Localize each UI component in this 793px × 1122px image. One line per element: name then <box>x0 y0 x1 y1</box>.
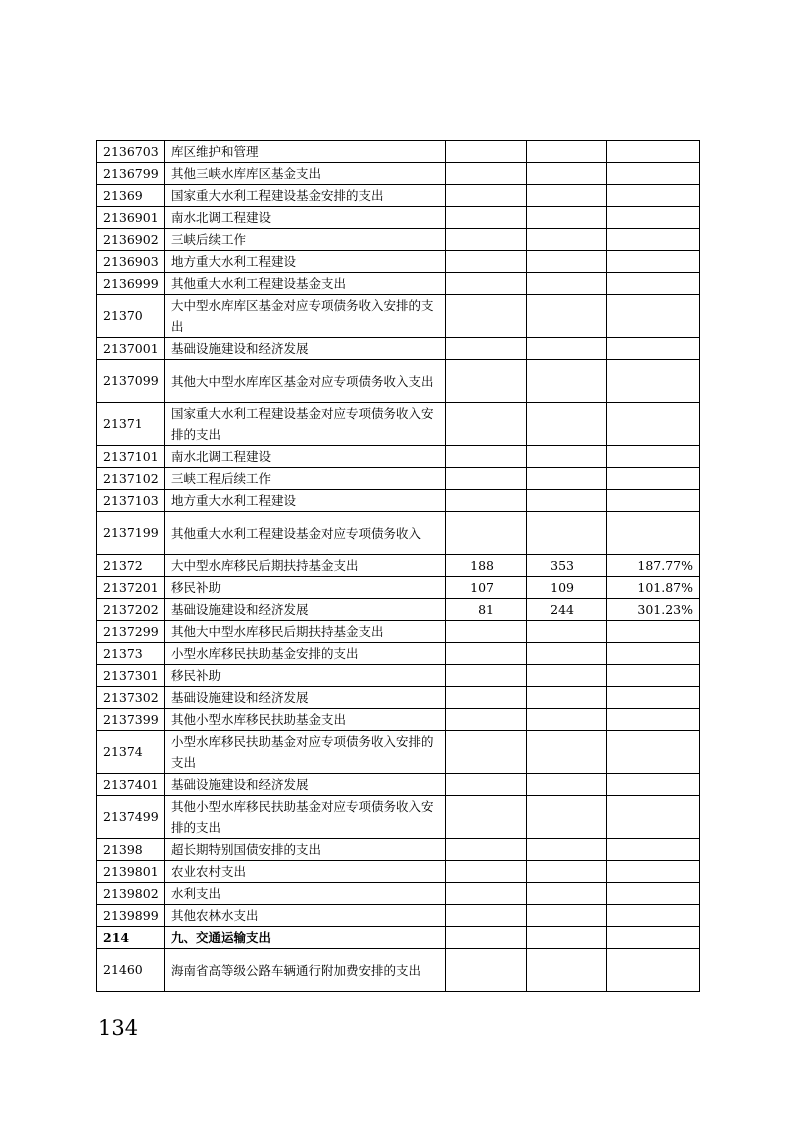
value-cell-3 <box>607 949 700 992</box>
value-cell-1 <box>446 905 527 927</box>
value-cell-3 <box>607 621 700 643</box>
code-cell: 2137202 <box>97 599 165 621</box>
value-cell-3 <box>607 490 700 512</box>
value-cell-1 <box>446 403 527 446</box>
value-cell-2 <box>527 665 607 687</box>
code-cell: 2139899 <box>97 905 165 927</box>
value-cell-1 <box>446 709 527 731</box>
value-cell-2: 353 <box>527 555 607 577</box>
value-cell-2 <box>527 905 607 927</box>
item-name-cell: 其他小型水库移民扶助基金支出 <box>165 709 446 731</box>
code-cell: 2137299 <box>97 621 165 643</box>
value-cell-2 <box>527 621 607 643</box>
table-row <box>97 621 700 643</box>
value-cell-1 <box>446 643 527 665</box>
table-row <box>97 185 700 207</box>
item-name-cell: 大中型水库移民后期扶持基金支出 <box>165 555 446 577</box>
code-cell: 2137099 <box>97 360 165 403</box>
budget-table-body <box>97 141 700 992</box>
code-cell: 2136799 <box>97 163 165 185</box>
value-cell-1: 188 <box>446 555 527 577</box>
value-cell-2 <box>527 512 607 555</box>
value-cell-3 <box>607 338 700 360</box>
item-name-cell: 三峡后续工作 <box>165 229 446 251</box>
value-cell-1 <box>446 927 527 949</box>
code-cell: 2139801 <box>97 861 165 883</box>
value-cell-1 <box>446 229 527 251</box>
value-cell-1 <box>446 796 527 839</box>
value-cell-3 <box>607 905 700 927</box>
value-cell-1 <box>446 731 527 774</box>
value-cell-1 <box>446 949 527 992</box>
code-cell: 21398 <box>97 839 165 861</box>
value-cell-3 <box>607 927 700 949</box>
value-cell-3 <box>607 403 700 446</box>
table-row <box>97 577 700 599</box>
table-row <box>97 555 700 577</box>
value-cell-2 <box>527 861 607 883</box>
item-name-cell: 其他大中型水库移民后期扶持基金支出 <box>165 621 446 643</box>
code-cell: 2137302 <box>97 687 165 709</box>
value-cell-3 <box>607 295 700 338</box>
table-row <box>97 295 700 338</box>
table-row <box>97 468 700 490</box>
value-cell-3 <box>607 207 700 229</box>
value-cell-1 <box>446 273 527 295</box>
value-cell-3 <box>607 643 700 665</box>
code-cell: 21371 <box>97 403 165 446</box>
code-cell: 2137301 <box>97 665 165 687</box>
table-row <box>97 141 700 163</box>
value-cell-2: 244 <box>527 599 607 621</box>
item-name-cell: 三峡工程后续工作 <box>165 468 446 490</box>
value-cell-3 <box>607 360 700 403</box>
item-name-cell: 九、交通运输支出 <box>165 927 446 949</box>
table-row <box>97 665 700 687</box>
table-row <box>97 949 700 992</box>
value-cell-2 <box>527 796 607 839</box>
code-cell: 214 <box>97 927 165 949</box>
value-cell-1 <box>446 446 527 468</box>
item-name-cell: 农业农村支出 <box>165 861 446 883</box>
item-name-cell: 其他小型水库移民扶助基金对应专项债务收入安排的支出 <box>165 796 446 839</box>
table-row <box>97 273 700 295</box>
table-row <box>97 338 700 360</box>
value-cell-2 <box>527 490 607 512</box>
code-cell: 2137001 <box>97 338 165 360</box>
code-cell: 21374 <box>97 731 165 774</box>
value-cell-2 <box>527 251 607 273</box>
code-cell: 2136903 <box>97 251 165 273</box>
value-cell-3 <box>607 839 700 861</box>
item-name-cell: 移民补助 <box>165 577 446 599</box>
table-row <box>97 839 700 861</box>
value-cell-1 <box>446 295 527 338</box>
value-cell-3 <box>607 185 700 207</box>
item-name-cell: 小型水库移民扶助基金安排的支出 <box>165 643 446 665</box>
value-cell-1 <box>446 338 527 360</box>
code-cell: 2136703 <box>97 141 165 163</box>
value-cell-2 <box>527 687 607 709</box>
item-name-cell: 国家重大水利工程建设基金安排的支出 <box>165 185 446 207</box>
item-name-cell: 超长期特别国债安排的支出 <box>165 839 446 861</box>
value-cell-3 <box>607 446 700 468</box>
item-name-cell: 基础设施建设和经济发展 <box>165 338 446 360</box>
value-cell-3 <box>607 512 700 555</box>
table-row <box>97 709 700 731</box>
table-row <box>97 861 700 883</box>
value-cell-2: 109 <box>527 577 607 599</box>
value-cell-3 <box>607 861 700 883</box>
value-cell-3 <box>607 251 700 273</box>
code-cell: 21370 <box>97 295 165 338</box>
value-cell-2 <box>527 949 607 992</box>
value-cell-1 <box>446 360 527 403</box>
value-cell-3 <box>607 774 700 796</box>
value-cell-3 <box>607 687 700 709</box>
table-row <box>97 731 700 774</box>
value-cell-1 <box>446 185 527 207</box>
code-cell: 2136902 <box>97 229 165 251</box>
value-cell-1: 81 <box>446 599 527 621</box>
value-cell-2 <box>527 643 607 665</box>
table-row <box>97 229 700 251</box>
value-cell-1 <box>446 883 527 905</box>
value-cell-1 <box>446 665 527 687</box>
value-cell-2 <box>527 295 607 338</box>
item-name-cell: 其他大中型水库库区基金对应专项债务收入支出 <box>165 360 446 403</box>
value-cell-3 <box>607 273 700 295</box>
code-cell: 2137103 <box>97 490 165 512</box>
table-row <box>97 774 700 796</box>
table-row <box>97 403 700 446</box>
value-cell-2 <box>527 229 607 251</box>
item-name-cell: 其他三峡水库库区基金支出 <box>165 163 446 185</box>
value-cell-2 <box>527 839 607 861</box>
item-name-cell: 移民补助 <box>165 665 446 687</box>
table-row <box>97 796 700 839</box>
code-cell: 2137499 <box>97 796 165 839</box>
table-row <box>97 687 700 709</box>
value-cell-3: 101.87% <box>607 577 700 599</box>
code-cell: 2137102 <box>97 468 165 490</box>
value-cell-2 <box>527 927 607 949</box>
value-cell-3 <box>607 665 700 687</box>
value-cell-2 <box>527 273 607 295</box>
item-name-cell: 南水北调工程建设 <box>165 207 446 229</box>
value-cell-3 <box>607 229 700 251</box>
table-row <box>97 905 700 927</box>
value-cell-2 <box>527 731 607 774</box>
table-row <box>97 643 700 665</box>
item-name-cell: 国家重大水利工程建设基金对应专项债务收入安排的支出 <box>165 403 446 446</box>
code-cell: 2137101 <box>97 446 165 468</box>
budget-table <box>96 140 700 992</box>
value-cell-1 <box>446 163 527 185</box>
value-cell-3 <box>607 141 700 163</box>
item-name-cell: 小型水库移民扶助基金对应专项债务收入安排的支出 <box>165 731 446 774</box>
table-row <box>97 360 700 403</box>
value-cell-3 <box>607 468 700 490</box>
item-name-cell: 库区维护和管理 <box>165 141 446 163</box>
code-cell: 2136999 <box>97 273 165 295</box>
code-cell: 2136901 <box>97 207 165 229</box>
item-name-cell: 地方重大水利工程建设 <box>165 251 446 273</box>
code-cell: 21372 <box>97 555 165 577</box>
code-cell: 21460 <box>97 949 165 992</box>
value-cell-3 <box>607 796 700 839</box>
page-number: 134 <box>98 1016 139 1040</box>
value-cell-2 <box>527 883 607 905</box>
value-cell-2 <box>527 338 607 360</box>
table-row <box>97 446 700 468</box>
value-cell-2 <box>527 185 607 207</box>
value-cell-1: 107 <box>446 577 527 599</box>
value-cell-3: 187.77% <box>607 555 700 577</box>
item-name-cell: 地方重大水利工程建设 <box>165 490 446 512</box>
value-cell-2 <box>527 403 607 446</box>
value-cell-2 <box>527 207 607 229</box>
table-row <box>97 599 700 621</box>
value-cell-1 <box>446 621 527 643</box>
value-cell-3 <box>607 709 700 731</box>
value-cell-2 <box>527 774 607 796</box>
value-cell-2 <box>527 360 607 403</box>
value-cell-2 <box>527 446 607 468</box>
table-row <box>97 163 700 185</box>
value-cell-1 <box>446 207 527 229</box>
value-cell-1 <box>446 861 527 883</box>
value-cell-2 <box>527 141 607 163</box>
value-cell-1 <box>446 251 527 273</box>
item-name-cell: 南水北调工程建设 <box>165 446 446 468</box>
code-cell: 2137401 <box>97 774 165 796</box>
table-row <box>97 927 700 949</box>
code-cell: 21373 <box>97 643 165 665</box>
value-cell-3 <box>607 731 700 774</box>
table-row <box>97 490 700 512</box>
item-name-cell: 基础设施建设和经济发展 <box>165 687 446 709</box>
value-cell-1 <box>446 490 527 512</box>
value-cell-2 <box>527 163 607 185</box>
value-cell-1 <box>446 774 527 796</box>
item-name-cell: 大中型水库库区基金对应专项债务收入安排的支出 <box>165 295 446 338</box>
item-name-cell: 其他重大水利工程建设基金对应专项债务收入 <box>165 512 446 555</box>
item-name-cell: 其他重大水利工程建设基金支出 <box>165 273 446 295</box>
code-cell: 2137201 <box>97 577 165 599</box>
value-cell-1 <box>446 512 527 555</box>
value-cell-3 <box>607 163 700 185</box>
item-name-cell: 其他农林水支出 <box>165 905 446 927</box>
value-cell-2 <box>527 709 607 731</box>
code-cell: 2137399 <box>97 709 165 731</box>
table-row <box>97 251 700 273</box>
value-cell-1 <box>446 141 527 163</box>
item-name-cell: 水利支出 <box>165 883 446 905</box>
code-cell: 21369 <box>97 185 165 207</box>
table-row <box>97 207 700 229</box>
item-name-cell: 基础设施建设和经济发展 <box>165 599 446 621</box>
value-cell-1 <box>446 839 527 861</box>
table-row <box>97 512 700 555</box>
item-name-cell: 基础设施建设和经济发展 <box>165 774 446 796</box>
table-row <box>97 883 700 905</box>
item-name-cell: 海南省高等级公路车辆通行附加费安排的支出 <box>165 949 446 992</box>
value-cell-1 <box>446 687 527 709</box>
value-cell-2 <box>527 468 607 490</box>
value-cell-3 <box>607 883 700 905</box>
code-cell: 2137199 <box>97 512 165 555</box>
value-cell-1 <box>446 468 527 490</box>
code-cell: 2139802 <box>97 883 165 905</box>
value-cell-3: 301.23% <box>607 599 700 621</box>
